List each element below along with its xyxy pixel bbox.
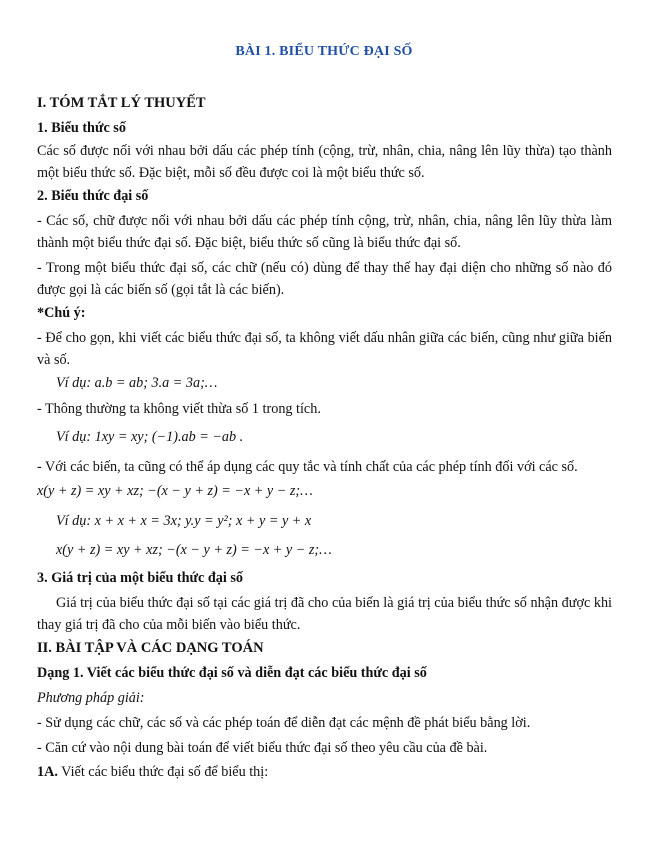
example-line: Ví dụ: 1xy = xy; (−1).ab = −ab .: [56, 429, 244, 445]
paragraph-line: - Để cho gọn, khi viết các biểu thức đại số, ta không viết dấu nhân giữa các biến, cũng như giữa biến: [37, 330, 612, 346]
paragraph-line: một biểu thức số. Đặc biệt, mỗi số đều được coi là một biểu thức số.: [37, 165, 425, 181]
example-line: Ví dụ: a.b = ab; 3.a = 3a;…: [56, 375, 218, 391]
paragraph-line: - Thông thường ta không viết thừa số 1 trong tích.: [37, 401, 321, 417]
formula-line: x(y + z) = xy + xz; −(x − y + z) = −x + y − z;…: [37, 483, 313, 499]
paragraph-line: - Sử dụng các chữ, các số và các phép toán để diễn đạt các mệnh đề phát biểu bằng lời.: [37, 715, 531, 731]
paragraph-line: - Căn cứ vào nội dung bài toán để viết biểu thức đại số theo yêu cầu của đề bài.: [37, 740, 488, 756]
section-1-heading: I. TÓM TẮT LÝ THUYẾT: [37, 95, 206, 111]
subsection-2-heading: 2. Biểu thức đại số: [37, 188, 149, 204]
exercise-1a: [37, 762, 612, 782]
paragraph-line: thành một biểu thức đại số. Đặc biệt, biểu thức số cũng là biểu thức đại số.: [37, 235, 461, 251]
exercise-number: 1A.: [37, 764, 58, 780]
paragraph-line: Các số được nối với nhau bởi dấu các phép tính (cộng, trừ, nhân, chia, nâng lên lũy thừa) tạo thành: [37, 143, 612, 159]
note-heading: *Chú ý:: [37, 305, 86, 321]
subsection-3-heading: 3. Giá trị của một biểu thức đại số: [37, 570, 243, 586]
lesson-title: BÀI 1. BIỂU THỨC ĐẠI SỐ: [235, 44, 413, 59]
section-2-heading: II. BÀI TẬP VÀ CÁC DẠNG TOÁN: [37, 640, 264, 656]
paragraph-line: - Các số, chữ được nối với nhau bởi dấu các phép tính cộng, trừ, nhân, chia, nâng lên lũy thừa làm: [37, 213, 612, 229]
method-heading: Phương pháp giải:: [37, 690, 145, 706]
paragraph-line: thay giá trị đã cho của mỗi biến vào biểu thức.: [37, 617, 301, 633]
subsection-1-heading: 1. Biểu thức số: [37, 120, 126, 136]
formula-line: x(y + z) = xy + xz; −(x − y + z) = −x + y − z;…: [56, 542, 332, 558]
type-1-heading: Dạng 1. Viết các biểu thức đại số và diễn đạt các biểu thức đại số: [37, 665, 427, 681]
paragraph-line: và số.: [37, 352, 71, 368]
paragraph-line: - Trong một biểu thức đại số, các chữ (nếu có) dùng để thay thế hay đại diện cho những số nào đó: [37, 260, 612, 276]
paragraph-line: Giá trị của biểu thức đại số tại các giá trị đã cho của biến là giá trị của biểu thức số nhận được khi: [56, 595, 612, 611]
example-line: Ví dụ: x + x + x = 3x; y.y = y²; x + y = y + x: [56, 513, 312, 529]
paragraph-line: được gọi là các biến số (gọi tắt là các biến).: [37, 282, 285, 298]
paragraph-line: - Với các biến, ta cũng có thể áp dụng các quy tắc và tính chất của các phép tính đối với các số.: [37, 459, 578, 475]
exercise-text: Viết các biểu thức đại số để biểu thị:: [57, 764, 269, 780]
